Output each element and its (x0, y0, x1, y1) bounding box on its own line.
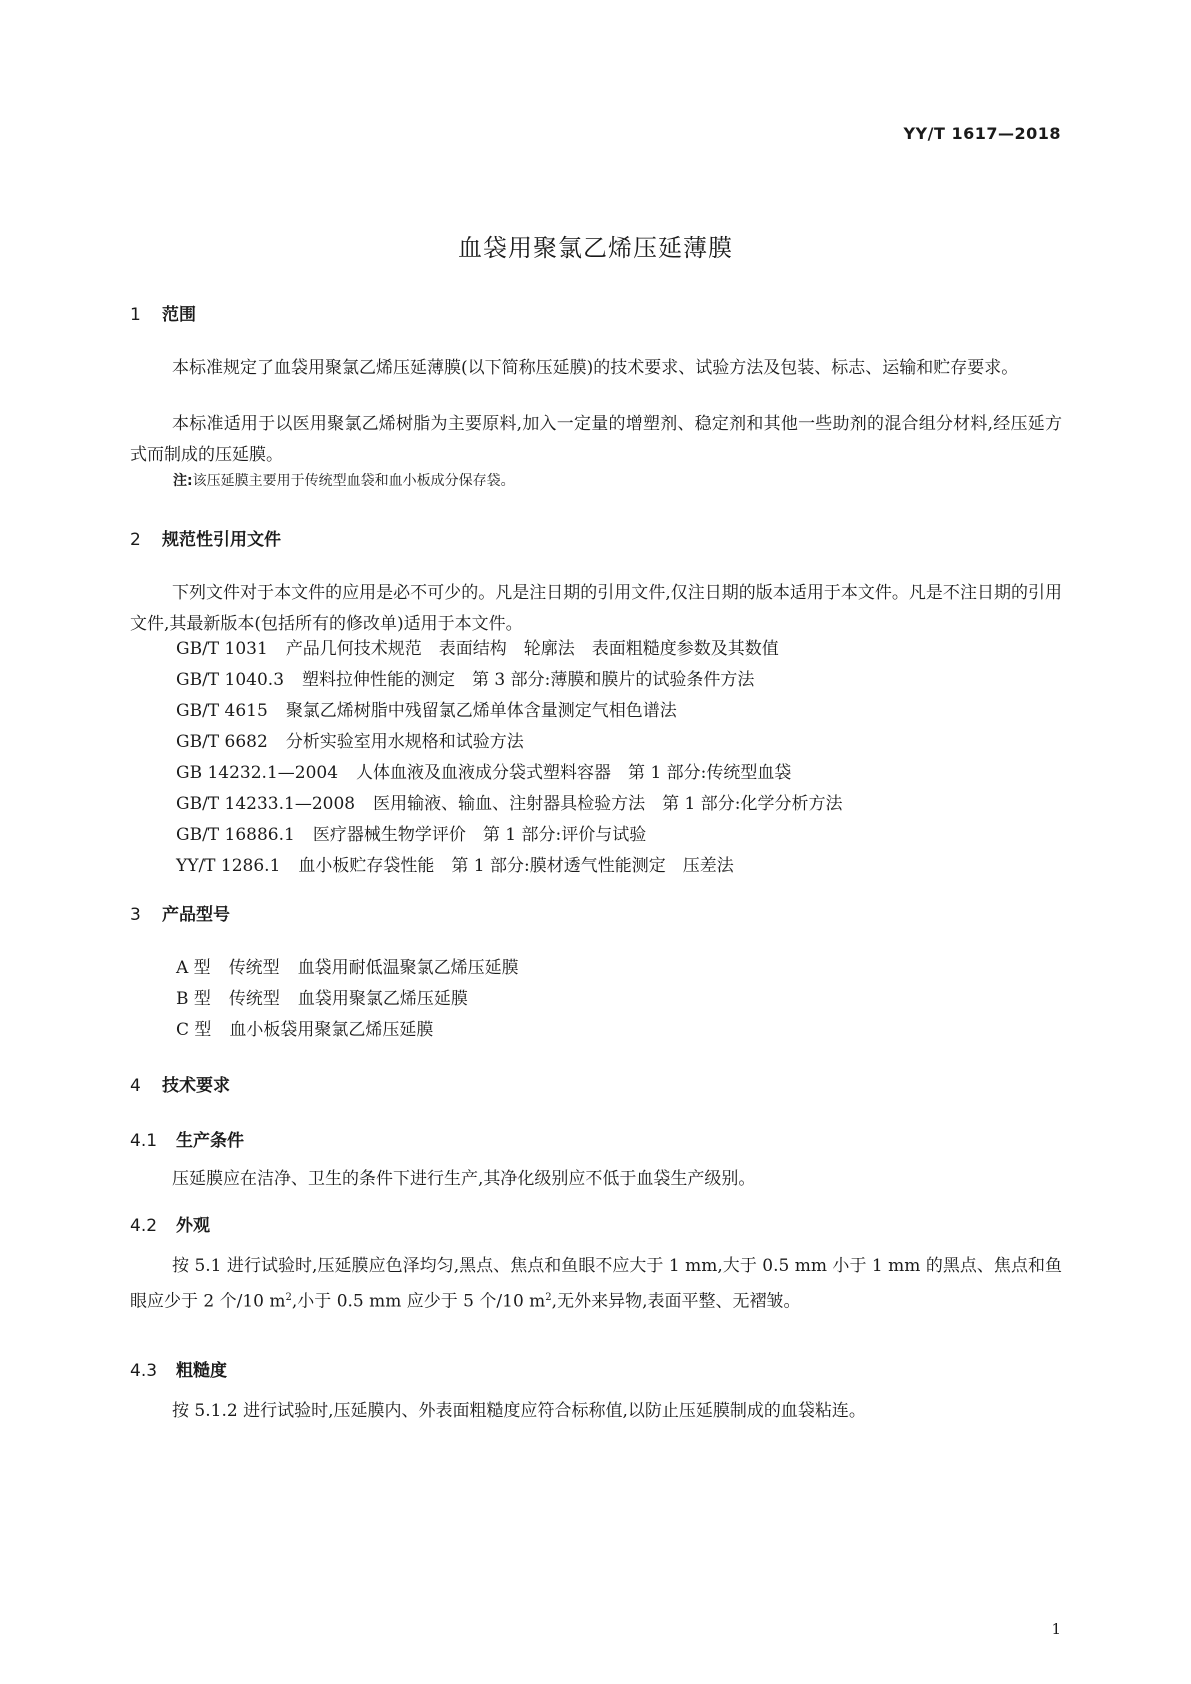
reference-code: GB/T 14233.1—2008 (176, 794, 356, 814)
reference-title: 血小板贮存袋性能 第 1 部分:膜材透气性能测定 压差法 (298, 856, 734, 876)
section-4-heading (130, 1071, 230, 1096)
type-kind: 传统型 (228, 989, 280, 1009)
reference-title: 医疗器械生物学评价 第 1 部分:评价与试验 (312, 825, 647, 845)
reference-code: GB/T 16886.1 (176, 825, 295, 845)
superscript: 2 (285, 1292, 292, 1303)
section-4-2-heading (130, 1211, 210, 1236)
subsection-title: 粗糙度 (176, 1361, 227, 1381)
section-4-1-text: 压延膜应在洁净、卫生的条件下进行生产,其净化级别应不低于血袋生产级别。 (172, 1169, 756, 1189)
reference-item (176, 789, 842, 820)
superscript: 2 (545, 1292, 552, 1303)
reference-code: YY/T 1286.1 (176, 856, 281, 876)
type-code: C 型 (176, 1020, 212, 1040)
section-number: 4 (130, 1076, 141, 1096)
section-1-paragraph-1: 本标准规定了血袋用聚氯乙烯压延薄膜(以下简称压延膜)的技术要求、试验方法及包装、标志、运输和贮存要求。 (172, 358, 1019, 378)
reference-item (176, 727, 842, 758)
product-type-item (176, 984, 519, 1015)
subsection-number: 4.1 (130, 1131, 158, 1151)
section-1-note (173, 470, 515, 490)
product-type-item (176, 1015, 519, 1046)
section-title: 规范性引用文件 (162, 530, 281, 550)
subsection-title: 生产条件 (176, 1131, 244, 1151)
section-number: 1 (130, 305, 141, 325)
reference-title: 医用输液、输血、注射器具检验方法 第 1 部分:化学分析方法 (373, 794, 843, 814)
section-3-heading (130, 900, 230, 925)
section-1-paragraph-2: 本标准适用于以医用聚氯乙烯树脂为主要原料,加入一定量的增塑剂、稳定剂和其他一些助剂的混合组分材料,经压延方式而制成的压延膜。 (130, 414, 1062, 465)
reference-title: 产品几何技术规范 表面结构 轮廓法 表面粗糙度参数及其数值 (285, 639, 779, 659)
type-description: 血小板袋用聚氯乙烯压延膜 (229, 1020, 434, 1040)
section-1-heading (130, 300, 196, 325)
section-number: 2 (130, 530, 141, 550)
reference-item (176, 820, 842, 851)
page-number: 1 (1051, 1620, 1061, 1638)
note-label: 注: (173, 473, 193, 489)
section-4-2-text (130, 1251, 1062, 1318)
section-title: 范围 (162, 305, 196, 325)
section-2-heading (130, 525, 281, 550)
product-type-list (176, 953, 519, 1046)
appearance-text-part-1: 按 5.1 进行试验时,压延膜应色泽均匀,黑点、焦点和鱼眼不应大于 1 mm,大于 0.5 mm 小于 1 mm 的黑点、焦点和鱼眼应少于 2 个/10 m (130, 1256, 1062, 1312)
reference-title: 分析实验室用水规格和试验方法 (285, 732, 524, 752)
type-code: B 型 (176, 989, 211, 1009)
type-code: A 型 (176, 958, 211, 978)
section-4-1-heading (130, 1126, 244, 1151)
section-2-intro: 下列文件对于本文件的应用是必不可少的。凡是注日期的引用文件,仅注日期的版本适用于本文件。凡是不注日期的引用文件,其最新版本(包括所有的修改单)适用于本文件。 (130, 583, 1062, 634)
appearance-text-part-3: ,无外来异物,表面平整、无褶皱。 (551, 1291, 801, 1312)
subsection-number: 4.2 (130, 1216, 158, 1236)
reference-item (176, 758, 842, 789)
reference-code: GB/T 1040.3 (176, 670, 285, 690)
document-title: 血袋用聚氯乙烯压延薄膜 (458, 234, 733, 262)
section-number: 3 (130, 905, 141, 925)
reference-title: 聚氯乙烯树脂中残留氯乙烯单体含量测定气相色谱法 (285, 701, 677, 721)
section-title: 产品型号 (162, 905, 230, 925)
product-type-item (176, 953, 519, 984)
reference-code: GB/T 1031 (176, 639, 268, 659)
section-4-3-heading (130, 1356, 227, 1381)
note-text: 该压延膜主要用于传统型血袋和血小板成分保存袋。 (192, 473, 515, 489)
reference-item (176, 851, 842, 882)
reference-item (176, 696, 842, 727)
reference-item (176, 665, 842, 696)
appearance-text-part-2: ,小于 0.5 mm 应少于 5 个/10 m (291, 1291, 546, 1312)
normative-reference-list (176, 634, 842, 882)
section-4-3-text: 按 5.1.2 进行试验时,压延膜内、外表面粗糙度应符合标称值,以防止压延膜制成的血袋粘连。 (172, 1401, 866, 1421)
reference-code: GB/T 6682 (176, 732, 268, 752)
type-description: 血袋用聚氯乙烯压延膜 (297, 989, 468, 1009)
standard-number: YY/T 1617—2018 (903, 124, 1061, 143)
reference-code: GB 14232.1—2004 (176, 763, 339, 783)
subsection-number: 4.3 (130, 1361, 158, 1381)
reference-title: 塑料拉伸性能的测定 第 3 部分:薄膜和膜片的试验条件方法 (302, 670, 755, 690)
reference-title: 人体血液及血液成分袋式塑料容器 第 1 部分:传统型血袋 (356, 763, 792, 783)
type-description: 血袋用耐低温聚氯乙烯压延膜 (297, 958, 519, 978)
reference-item (176, 634, 842, 665)
reference-code: GB/T 4615 (176, 701, 268, 721)
subsection-title: 外观 (176, 1216, 210, 1236)
section-title: 技术要求 (162, 1076, 230, 1096)
type-kind: 传统型 (228, 958, 280, 978)
